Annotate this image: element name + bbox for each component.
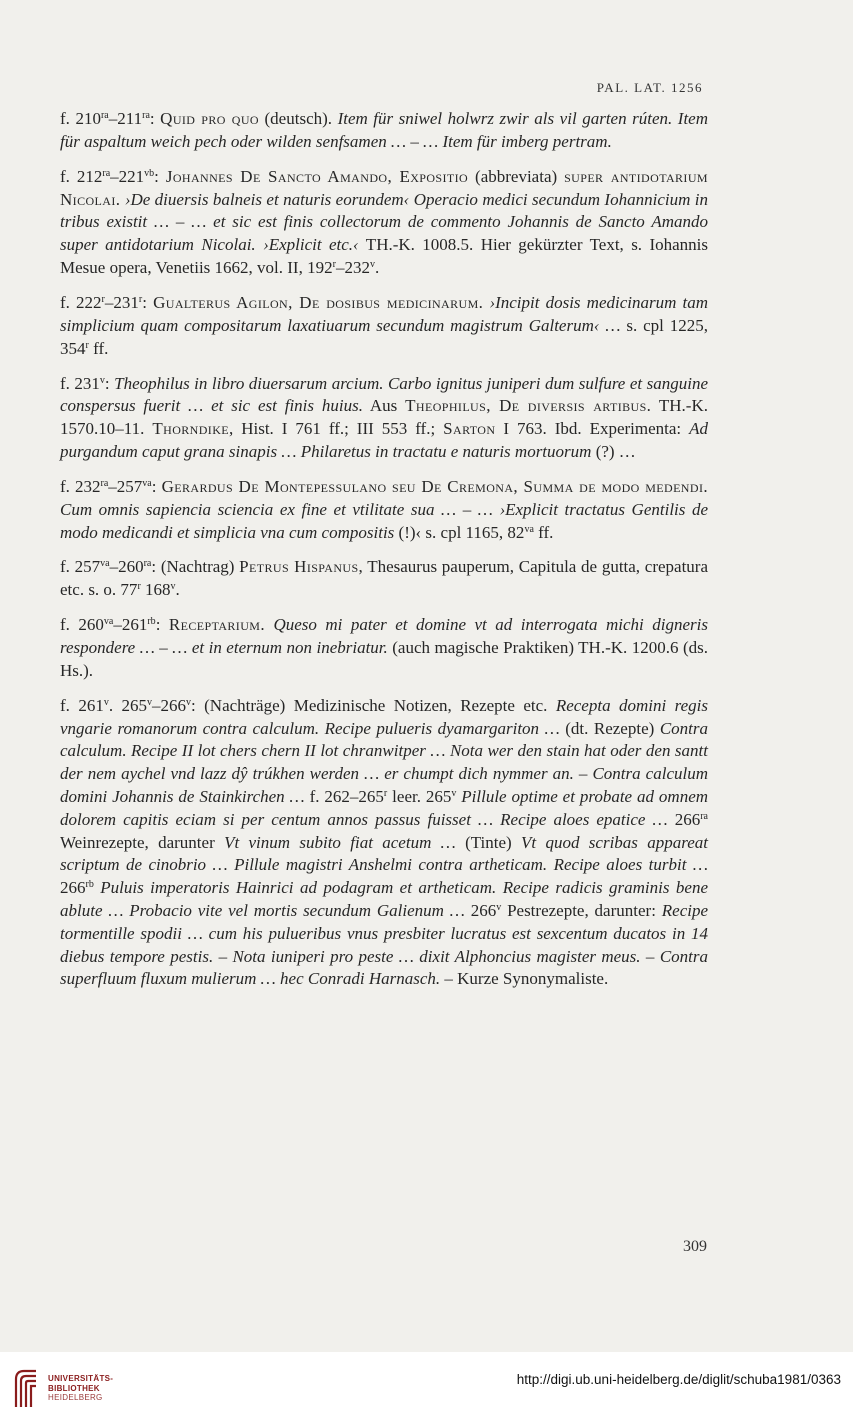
entry-title-cont: super antidotarium Nicolai. [60, 166, 708, 209]
folio-sup: vb [144, 167, 155, 179]
entry-note: 266 [60, 878, 86, 898]
folio-sup: rb [147, 616, 156, 628]
folio-sup: va [103, 616, 114, 628]
entry-232 [60, 476, 708, 544]
incipit: Vt quod scribas appareat scriptum de cinobrio … Pillule magistri Anshelmi contra artheticam. Recipe aloes turbit … [60, 832, 709, 875]
library-line: BIBLIOTHEK [48, 1383, 100, 1393]
entry-title: Gerardus De Montepessulano seu De Cremona, Summa de modo medendi. [161, 476, 708, 496]
entry-note: 168 [140, 580, 171, 600]
incipit: Puluis imperatoris Hainrici ad podagram et artheticam. Recipe radicis graminis bene ablute … Probacio vite vel mortis secundum Galienum … [60, 878, 708, 921]
folio-sup: ra [102, 167, 111, 179]
folio-sup: va [524, 523, 534, 535]
entry-note: leer. 265 [387, 787, 452, 807]
catalog-text [60, 108, 708, 991]
entry-title: Johannes De Sancto Amando, Expositio [165, 166, 469, 186]
folio-range: –261 [113, 615, 148, 635]
folio-sup: va [100, 558, 110, 570]
folio-sup: v [170, 581, 176, 593]
folio-range: –211 [108, 109, 143, 128]
folio-sup: r [383, 788, 388, 800]
folio-sup: r [85, 339, 89, 351]
entry-note: . [175, 580, 180, 600]
entry-note: (auch magische Praktiken) TH.-K. 1200.6 (ds. Hs.). [60, 638, 708, 680]
folio-sup: v [103, 696, 109, 708]
folio-sup: ra [143, 558, 152, 570]
incipit: Contra calculum. Recipe II lot chers chern II lot chranwitper … Nota wer den stain hat oder den santt der nem aychel vnd lazz dŷ trúkhen werden … er chumpt dich nymmer an. – Contra calculum domini Johannis de Stainkirchen … [60, 718, 708, 807]
folio-sup: r [138, 293, 143, 305]
folio-sup: ra [142, 110, 150, 121]
entry-title: Quid pro quo [160, 109, 259, 128]
entry-note: . 265 [108, 695, 147, 715]
folio-ref: f. 257 [60, 557, 101, 577]
entry-title: Theophilus, De diversis artibus. [405, 396, 652, 416]
folio-sup: ra [100, 110, 109, 121]
entry-note: Pestrezepte, darunter: [501, 901, 662, 921]
entry-note: Aus [362, 396, 406, 416]
separator: : [151, 557, 161, 577]
incipit: Theophilus in libro diuersarum arcium. Carbo ignitus juniperi dum sulfure et sanguine conspersus fuerit … et sic est finis huius. [60, 373, 708, 416]
entry-note: TH.-K. 1008.5. Hier gekürzter Text, s. Iohannis Mesue opera, Venetiis 1662, vol. II, 192 [60, 235, 709, 277]
entry-title: Petrus Hispanus [239, 557, 359, 577]
folio-sup: v [369, 258, 375, 270]
separator: : [154, 166, 166, 186]
folio-sup: va [142, 477, 152, 489]
entry-note: f. 262–265 [304, 787, 384, 807]
incipit: Item für sniwel holwrz zwir als vil garten rúten. Item für aspaltum weich pech oder wilden senfsamen … – … Item für imberg pertram. [60, 109, 708, 151]
library-line: UNIVERSITÄTS- [48, 1374, 114, 1383]
entry-note: –232 [335, 257, 370, 277]
folio-range: –260 [109, 557, 144, 577]
separator: : [104, 373, 115, 393]
folio-range: –221 [110, 166, 145, 186]
entry-note: (abbreviata) [468, 166, 565, 186]
folio-sup: v [186, 696, 191, 708]
entry-note: 266 [464, 901, 497, 921]
folio-ref: f. 261 [60, 695, 104, 715]
folio-ref: f. 222 [60, 292, 102, 312]
entry-note: Weinrezepte, darunter [60, 832, 225, 852]
separator: : [155, 615, 169, 635]
incipit: ›Incipit dosis medicinarum tam simplicium quam compositarum laxatiuarum secundum magistrum Galterum‹ … [60, 292, 708, 335]
folio-sup: rb [85, 879, 94, 891]
folio-ref: f. 210 [60, 109, 101, 128]
entry-231 [60, 373, 708, 464]
entry-note: . [374, 257, 380, 277]
entry-212 [60, 166, 708, 280]
folio-ref: f. 231 [60, 373, 100, 393]
entry-261 [60, 695, 708, 991]
folio-sup: ra [700, 810, 708, 822]
folio-range: –231 [104, 292, 139, 312]
separator: : [151, 476, 162, 496]
folio-sup: ra [100, 477, 109, 489]
separator: : [142, 292, 154, 312]
incipit: Cum omnis sapiencia sciencia ex fine et vtilitate sua … – … ›Explicit tractatus Gentilis de modo medicandi et simplicia vna cum compositis [60, 499, 708, 542]
entry-title: Receptarium. [168, 615, 265, 635]
author-name: Sarton [443, 419, 496, 439]
entry-note: , Hist. I 761 ff.; III 553 ff.; [229, 419, 444, 439]
entry-222 [60, 292, 708, 360]
folio-sup: r [137, 581, 141, 593]
footer-bar [0, 1352, 853, 1424]
incipit: Ad purgandum caput grana sinapis … Philaretus in tractatu e naturis mortuorum [60, 419, 708, 461]
author-name: Thorndike [152, 419, 229, 439]
folio-sup: r [332, 258, 336, 270]
folio-sup: v [99, 374, 105, 386]
folio-ref: f. 212 [60, 166, 103, 186]
entry-note: 266 [667, 809, 701, 829]
entry-title: Gualterus Agilon, De dosibus medicinarum. [153, 292, 484, 312]
entry-note: : (Nachträge) Medizinische Notizen, Rezepte etc. [191, 695, 556, 715]
incipit: Pillule optime et probate ad omnem dolorem capitis eciam si per centum annos passus fuisset … Recipe aloes epatice … [60, 787, 709, 829]
folio-sup: r [101, 293, 105, 305]
incipit: Vt vinum subito fiat acetum … [224, 832, 456, 852]
entry-note: ff. [533, 522, 554, 542]
incipit: Queso mi pater et domine vt ad interrogata michi digneris respondere … – … et in eternum non inebriatur. [60, 615, 708, 658]
library-line: HEIDELBERG [48, 1393, 103, 1402]
entry-note: (Nachtrag) [160, 557, 240, 577]
entry-note: ff. [88, 338, 109, 358]
library-logo-icon [10, 1367, 40, 1409]
entry-note: (dt. Rezepte) [559, 718, 660, 738]
folio-sup: v [147, 696, 152, 708]
folio-sup: v [496, 902, 502, 914]
folio-ref: f. 260 [60, 615, 104, 635]
entry-note: I 763. Ibd. Experimenta: [495, 419, 690, 439]
entry-note: TH.-K. 1570.10–11. [60, 396, 708, 439]
incipit: Recipe tormentille spodii … cum his pulueribus vnus presbiter lucratus est sexcentum ducatos in 14 diebus tempore pestis. – Nota iuniperi pro peste … dixit Alphoncius magister meus. – Contra superfluum fluxum mulierum … hec Conradi Harnasch. [60, 901, 709, 989]
entry-note: (deutsch). [258, 109, 338, 128]
incipit: Recepta domini regis vngarie romanorum contra calculum. Recipe pulueris dyamargariton … [60, 695, 708, 738]
folio-range: –257 [108, 476, 143, 496]
running-head: PAL. LAT. 1256 [596, 80, 703, 95]
folio-sup: v [451, 788, 457, 800]
entry-note: –266 [152, 695, 186, 715]
folio-ref: f. 232 [60, 476, 101, 496]
page-number: 309 [683, 1238, 707, 1255]
entry-note: , Thesaurus pauperum, Capitula de gutta, crepatura etc. s. o. 77 [60, 557, 708, 600]
entry-note: s. cpl 1225, 354 [60, 315, 709, 358]
permalink-url[interactable]: http://digi.ub.uni-heidelberg.de/diglit/schuba1981/0363 [516, 1372, 841, 1387]
incipit: ›De diuersis balneis et naturis eorundem‹ Operacio medici secundum Iohannicium in tribus existit … – … et sic est finis collectorum de commento Johannis de Sancto Amando super antidotarium Nicolai. ›Explicit etc.‹ [60, 189, 708, 255]
entry-257 [60, 556, 708, 602]
library-name [48, 1374, 113, 1403]
entry-note: (Tinte) [455, 832, 522, 852]
entry-note: (?) … [591, 441, 636, 461]
entry-note: (!)‹ s. cpl 1165, 82 [394, 522, 525, 542]
separator: : [149, 109, 161, 128]
entry-note: – Kurze Synonymaliste. [440, 969, 609, 989]
entry-260 [60, 614, 708, 682]
entry-210 [60, 108, 708, 154]
